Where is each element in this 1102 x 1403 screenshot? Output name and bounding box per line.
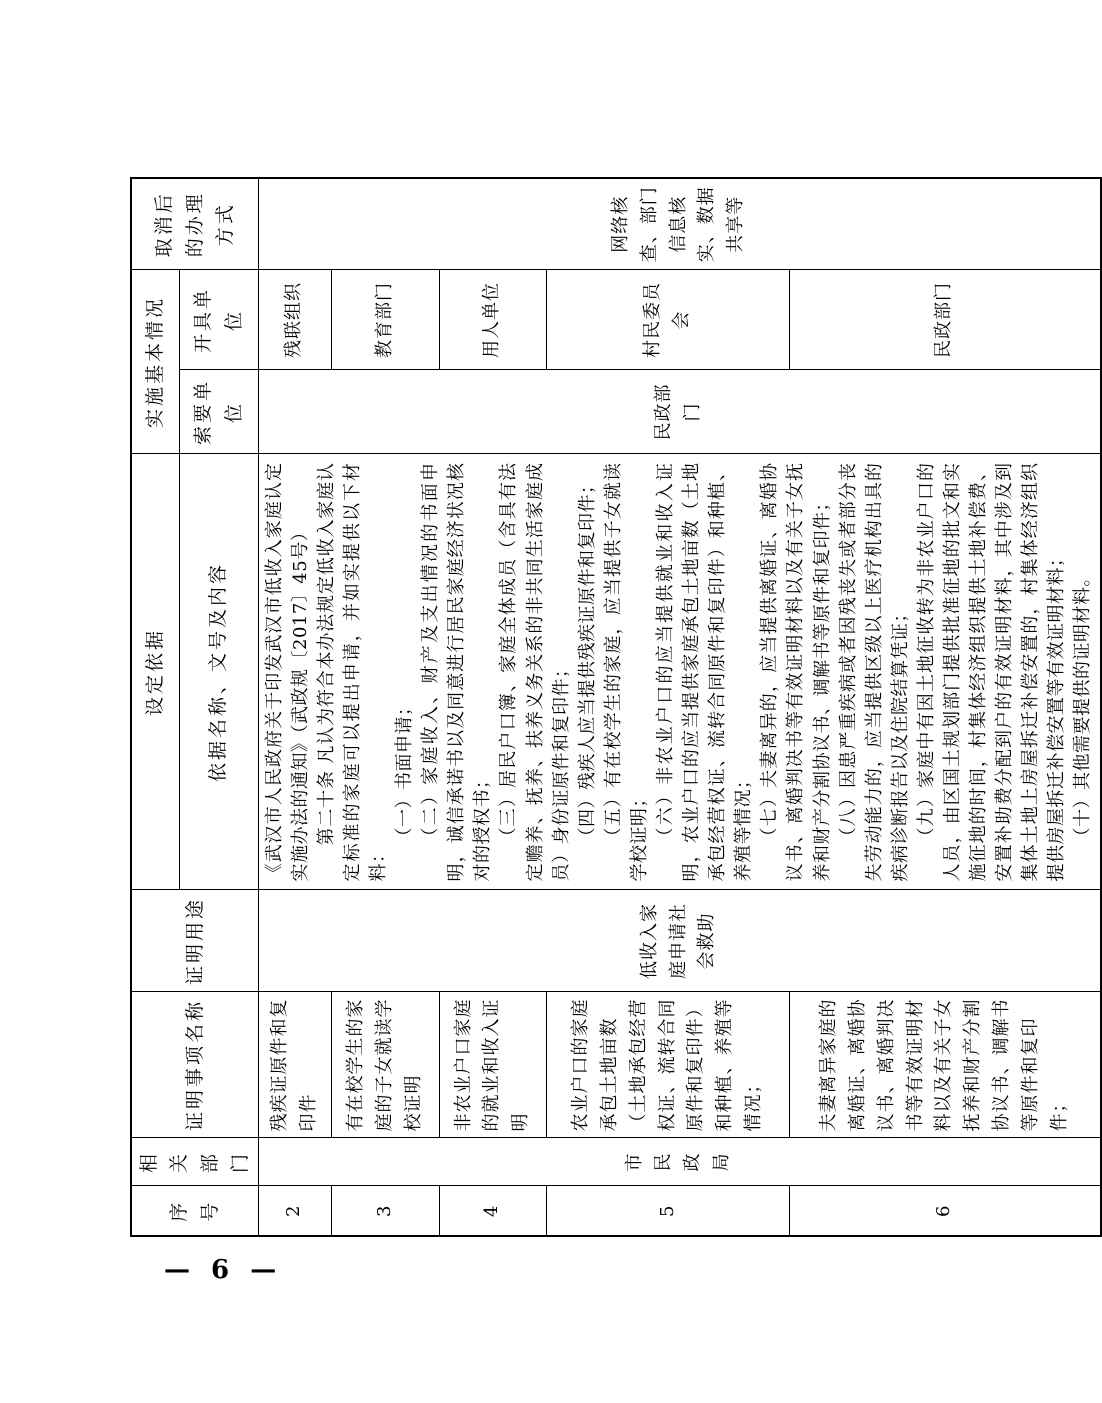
basis-paragraph: （五）有在校学生的家庭，应当提供子女就读学校证明；	[602, 462, 650, 882]
row-seq: 2	[258, 1186, 332, 1236]
header-impl-group: 实施基本情况	[131, 270, 179, 454]
basis-paragraph: （六）非农业户口的应当提供就业和收入证明，农业户口的应当提供家庭承包土地亩数（土地承包经营权证、流转合同原件和复印件）和种植、养殖等情况；	[654, 462, 755, 882]
merged-dept: 市民政局	[258, 1138, 1101, 1186]
basis-paragraph: （八）因患严重疾病或者因残丧失或者部分丧失劳动能力的，应当提供区级以上医疗机构出具的疾病诊断报告以及住院结算凭证；	[837, 462, 911, 882]
header-after: 取消后的办理方式	[131, 178, 258, 270]
certificate-table	[130, 177, 1102, 1237]
basis-paragraph: （十）其他需要提供的证明材料。	[1072, 568, 1094, 846]
header-usage: 证明用途	[131, 890, 258, 992]
header-dept: 相关部门	[131, 1138, 258, 1186]
row-issuer: 用人单位	[439, 270, 546, 370]
rotated-table-wrapper	[130, 179, 1094, 1237]
basis-content	[258, 454, 1101, 890]
row-issuer: 民政部门	[789, 270, 1100, 370]
row-issuer: 残联组织	[258, 270, 332, 370]
basis-paragraph: （四）残疾人应当提供残疾证原件和复印件；	[576, 475, 598, 846]
basis-paragraph: （一）书面申请；	[394, 697, 416, 846]
header-basis-group: 设定依据	[131, 454, 179, 890]
row-item: 农业户口的家庭承包土地亩数（土地承包经营权证、流转合同原件和复印件）和种植、养殖等情况；	[547, 992, 790, 1138]
row-seq: 6	[789, 1186, 1100, 1236]
merged-after: 网络核查、部门信息核实、数据共享等	[258, 178, 1101, 270]
merged-usage: 低收入家庭申请社会救助	[258, 890, 1101, 992]
basis-paragraph: 第二十条 凡认为符合本办法规定低收入家庭认定标准的家庭可以提出申请，并如实提供以下材料：	[315, 462, 389, 882]
table-row	[258, 178, 332, 1236]
row-seq: 3	[332, 1186, 439, 1236]
header-impl-req: 索要单位	[179, 370, 258, 454]
header-item: 证明事项名称	[131, 992, 258, 1138]
row-issuer: 村民委员会	[547, 270, 790, 370]
header-impl-issue: 开具单位	[179, 270, 258, 370]
row-item: 非农业户口家庭的就业和收入证明	[439, 992, 546, 1138]
row-issuer: 教育部门	[332, 270, 439, 370]
row-seq: 4	[439, 1186, 546, 1236]
row-item: 残疾证原件和复印件	[258, 992, 332, 1138]
page-number: — 6 —	[164, 1255, 283, 1285]
header-seq: 序号	[131, 1186, 258, 1236]
merged-requester: 民政部门	[258, 370, 1101, 454]
row-item: 夫妻离异家庭的离婚证、离婚协议书、离婚判决书等有效证明材料以及有关子女抚养和财产分割协议书、调解书等原件和复印件；	[789, 992, 1100, 1138]
basis-paragraph: 《武汉市人民政府关于印发武汉市低收入家庭认定实施办法的通知》（武政规〔2017〕45号）	[263, 462, 311, 882]
row-item: 有在校学生的家庭的子女就读学校证明	[332, 992, 439, 1138]
basis-paragraph: （三）居民户口簿、家庭全体成员（含具有法定赡养、抚养、扶养义务关系的非共同生活家庭成员）身份证原件和复印件；	[498, 462, 572, 882]
basis-paragraph: （七）夫妻离异的，应当提供离婚证、离婚协议书、离婚判决书等有效证明材料以及有关子女抚养和财产分割协议书、调解书等原件和复印件；	[759, 462, 833, 882]
row-seq: 5	[547, 1186, 790, 1236]
basis-paragraph: （二）家庭收入、财产及支出情况的书面申明，诚信承诺书以及同意进行居民家庭经济状况核对的授权书；	[420, 462, 494, 882]
basis-paragraph: （九）家庭中有因土地征收转为非农业户口的人员，由区国土规划部门提供批准征地的批文和实施征地的时间，村集体经济组织提供土地补偿费、安置补助费分配到户的有效证明材料，其中涉及到集体土地上房屋拆迁补偿安置的，村集体经济组织提供房屋拆迁补偿安置等有效证明材料；	[915, 462, 1068, 882]
header-row-1	[131, 178, 179, 1236]
header-basis-sub: 依据名称、文号及内容	[179, 454, 258, 890]
